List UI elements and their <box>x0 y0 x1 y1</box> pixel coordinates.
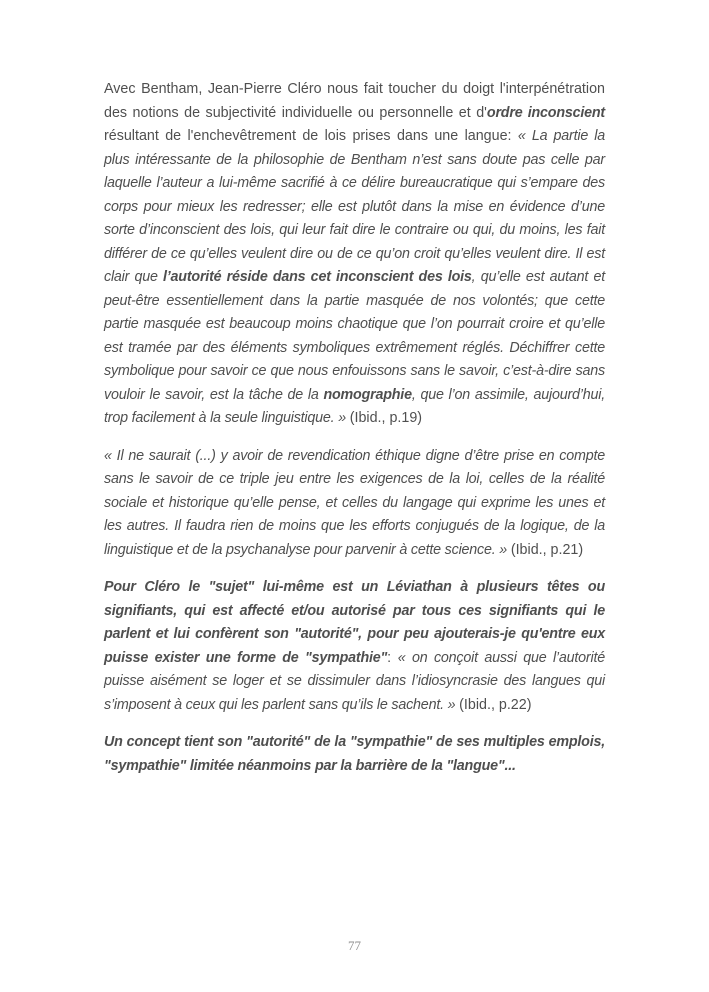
text-run: Pour Cléro le "sujet" lui-même est un Léviathan à plusieurs têtes ou signifiants, qui est affecté et/ou autorisé par tous ces signifiants qui le parlent et lui confèrent son "autorité", pour peu ajouterais-je qu'entre eux puisse exister une forme de "sympathie" <box>104 579 605 666</box>
text-run: : <box>387 649 398 666</box>
paragraph <box>104 78 605 431</box>
text-run: Un concept tient son "autorité" de la "sympathie" de ses multiples emplois, "sympathie" limitée néanmoins par la barrière de la "langue"... <box>104 734 605 774</box>
text-run: « on conçoit aussi que l’autorité puisse aisément se loger et se dissimuler dans l’idiosyncrasie des langues qui s’imposent à ceux qui les parlent sans qu’ils le sachent. » <box>104 649 605 713</box>
text-run: , que l’on assimile, aujourd’hui, trop facilement à la seule linguistique. » <box>104 386 605 426</box>
page-number: 77 <box>348 938 361 953</box>
paragraph <box>104 445 605 563</box>
text-run: (Ibid., p.19) <box>349 410 423 426</box>
text-run: nomographie <box>323 386 412 403</box>
text-run: Avec Bentham, Jean-Pierre Cléro nous fait toucher du doigt l'interpénétration des notions de subjectivité individuelle ou personnelle et d' <box>104 81 605 121</box>
text-run: « Il ne saurait (...) y avoir de revendication éthique digne d’être prise en compte sans le savoir de ce triple jeu entre les exigences de la loi, celles de la réalité sociale et historique qu’elle pense, et celles du langage qui exprime les unes et les autres. Il faudra rien de moins que les efforts conjugués de la logique, de la linguistique et de la psychanalyse pour parvenir à cette science. » <box>104 447 605 558</box>
paragraph <box>104 576 605 717</box>
text-run: « La partie la plus intéressante de la philosophie de Bentham n’est sans doute pas celle par laquelle l’auteur a lui-même sacrifié à ce délire bureaucratique qui s’empare des corps pour mieux les redresser; elle est plutôt dans la mise en évidence d’une sorte d’inconscient des lois, qui leur fait dire le contraire ou qui, du moins, les fait différer de ce qu’elles veulent dire ou de ce qu’on croit qu’elles veulent dire. Il est clair que <box>104 128 605 285</box>
document-body <box>104 78 605 792</box>
text-run: l’autorité réside dans cet inconscient des lois <box>163 269 472 285</box>
text-run: (Ibid., p.22) <box>459 696 532 713</box>
text-run: , qu’elle est autant et peut-être essentiellement dans la partie masquée de nos volontés; que cette partie masquée est beaucoup moins chaotique que l’on pourrait croire et qu’elle est tramée par des éléments symboliques extrêmement réglés. Déchiffrer cette symbolique pour savoir ce que nous enfouissons sans le savoir, c’est-à-dire sans vouloir le savoir, est la tâche de la <box>104 269 606 403</box>
paragraph <box>104 731 605 778</box>
text-run: ordre inconscient <box>486 104 605 121</box>
text-run: résultant de l'enchevêtrement de lois prises dans une langue: <box>104 128 518 144</box>
text-run: (Ibid., p.21) <box>510 541 584 558</box>
